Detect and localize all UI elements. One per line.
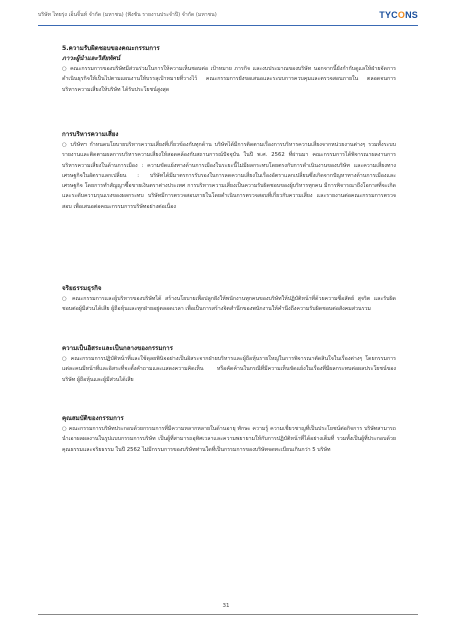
footer-divider bbox=[38, 614, 418, 615]
section-board-responsibility bbox=[62, 44, 396, 95]
ethics-paragraph: ○ คณะกรรมการและผู้บริหารของบริษัทได้ สร้างนโยบายเพื่อปลูกฝังให้พนักงานทุกคนของบริษัทให้ปฏิบัติหน้าที่ด้วยความซื่อสัตย์ สุจริต และรับผิดชอบต่อผู้มีส่วนได้เสีย ผู้ถือหุ้นและทุกฝ่ายอยู่ตลอดเวลา เพื่อเป็นการสร้างจิตสำนึกของพนักงานให้คำนึงถึงความรับผิดชอบต่อสังคมส่วนรวม bbox=[62, 296, 396, 313]
independence-title: ความเป็นอิสระและเป็นกลางของกรรมการ bbox=[62, 345, 173, 352]
qualification-paragraph: ○ คณะกรรมการบริษัทประกอบด้วยกรรมการที่มีความหลากหลายในด้านอายุ ทักษะ ความรู้ ความเชี่ยวชาญที่เป็นประโยชน์ต่อกิจการ บริษัทสามารถนำเอาผลผลงานในรูปแบบกรรมการบริษัท เป็นผู้ที่สามารถอุทิศเวลาและความพยายามให้กับการปฏิบัติหน้าที่ได้อย่างเต็มที่ รวมทั้งเป็นผู้ที่ประกอบด้วยคุณธรรมและจริยธรรม ในปี 2562 ไม่มีกรรมการของบริษัทท่านใดที่เป็นกรรมการของบริษัทจดทะเบียนเกินกว่า 5 บริษัท bbox=[62, 426, 396, 453]
section-title: 5.ความรับผิดชอบของคณะกรรมการ bbox=[62, 45, 160, 52]
logo-text-ns: NS bbox=[405, 10, 418, 20]
logo-text-o: O bbox=[397, 10, 406, 20]
section-risk-management bbox=[62, 130, 396, 212]
logo-text-tyc: TYC bbox=[379, 10, 398, 20]
section-board-independence bbox=[62, 344, 396, 385]
section-board-qualification bbox=[62, 414, 396, 455]
risk-paragraph: ○ บริษัทฯ กำหนดนโยบายบริหารความเสี่ยงที่เกี่ยวข้องกับทุกด้าน บริษัทได้มีการติดตามเรื่องการบริหารความเสี่ยงจากหน่วยงานต่างๆ รวมทั้งระบบรายงานและติดตามผลการบริหารความเสี่ยงให้สอดคล้องกับสถานการณ์ปัจจุบัน ในปี พ.ศ. 2562 ที่ผ่านมา คณะกรรมการได้พิจารณาผลงานการบริหารความเสี่ยงในด้านการเมือง : ความขัดแย้งทางด้านการเมืองในระยะนี้ไม่มีผลกระทบโดยตรงกับการดำเนินงานของบริษัท และความเสี่ยงทางเศรษฐกิจในอัตราแลกเปลี่ยน : บริษัทได้มีมาตรการรับรองในการลดความเสี่ยงในเรื่องอัตราแลกเปลี่ยนซึ่งเกิดจากปัญหาทางด้านการเมืองและเศรษฐกิจ โดยการทำสัญญาซื้อขายเงินตราต่างประเทศ การบริหารความเสี่ยงเป็นความรับผิดชอบของผู้บริหารทุกคน มีการพิจารณาถึงโอกาสที่จะเกิดและระดับความรุนแรงของผลกระทบ บริษัทมีการตรวจสอบภายในโดยดำเนินการตรวจสอบที่เกี่ยวกับความเสี่ยง และรายงานต่อคณะกรรมการตรวจสอบ เพื่อเสนอต่อคณะกรรมการบริษัทอย่างต่อเนื่อง bbox=[62, 142, 396, 210]
leadership-paragraph: ○ คณะกรรมการของบริษัทมีส่วนร่วมในการให้ความเห็นชอบต่อ เป้าหมาย ภารกิจ และงบประมาณของบริษัท นอกจากนี้ยังกำกับดูแลให้ฝ่ายจัดการ ดำเนินธุรกิจให้เป็นไปตามแผนงานให้บรรลุเป้าหมายที่วางไว้ คณะกรรมการยังขอเสนอและระบบการควบคุมและตรวจสอบภายใน ตลอดจนการบริหารความเสี่ยงให้บริษัท ได้รับประโยชน์สูงสุด bbox=[62, 66, 396, 93]
risk-title: การบริหารความเสี่ยง bbox=[62, 131, 119, 138]
header-company-name: บริษัท ไทยรุ่ง เอ็นจิ้นท์ จำกัด (มหาชน) (ฟังชัน รายงานประจำปี) จำกัด (มหาชน) bbox=[38, 12, 217, 18]
section-subtitle: ภาวะผู้นำและวิสัยทัศน์ bbox=[62, 55, 121, 62]
independence-paragraph: ○ คณะกรรมการปฏิบัติหน้าที่และใช้ดุลยพินิจอย่างเป็นอิสระจากฝ่ายบริหารและผู้ถือหุ้นรายใหญ่ในการพิจารณาตัดสินใจในเรื่องต่างๆ โดยกรรมการแต่ละคนมีหน้าที่และอิสระที่จะตั้งคำถามและแสดงความคิดเห็น หรือคัดค้านในกรณีที่มีความเห็นขัดแย้งในเรื่องที่มีผลกระทบต่อผลประโยชน์ของบริษัท ผู้ถือหุ้นและผู้มีส่วนได้เสีย bbox=[62, 356, 396, 383]
section-business-ethics bbox=[62, 284, 396, 315]
ethics-title: จริยธรรมธุรกิจ bbox=[62, 285, 102, 292]
header-divider bbox=[38, 25, 418, 26]
page-number: 31 bbox=[222, 603, 230, 609]
company-logo bbox=[379, 10, 418, 20]
qualification-title: คุณสมบัติของกรรมการ bbox=[62, 415, 124, 422]
page-header bbox=[38, 10, 418, 24]
